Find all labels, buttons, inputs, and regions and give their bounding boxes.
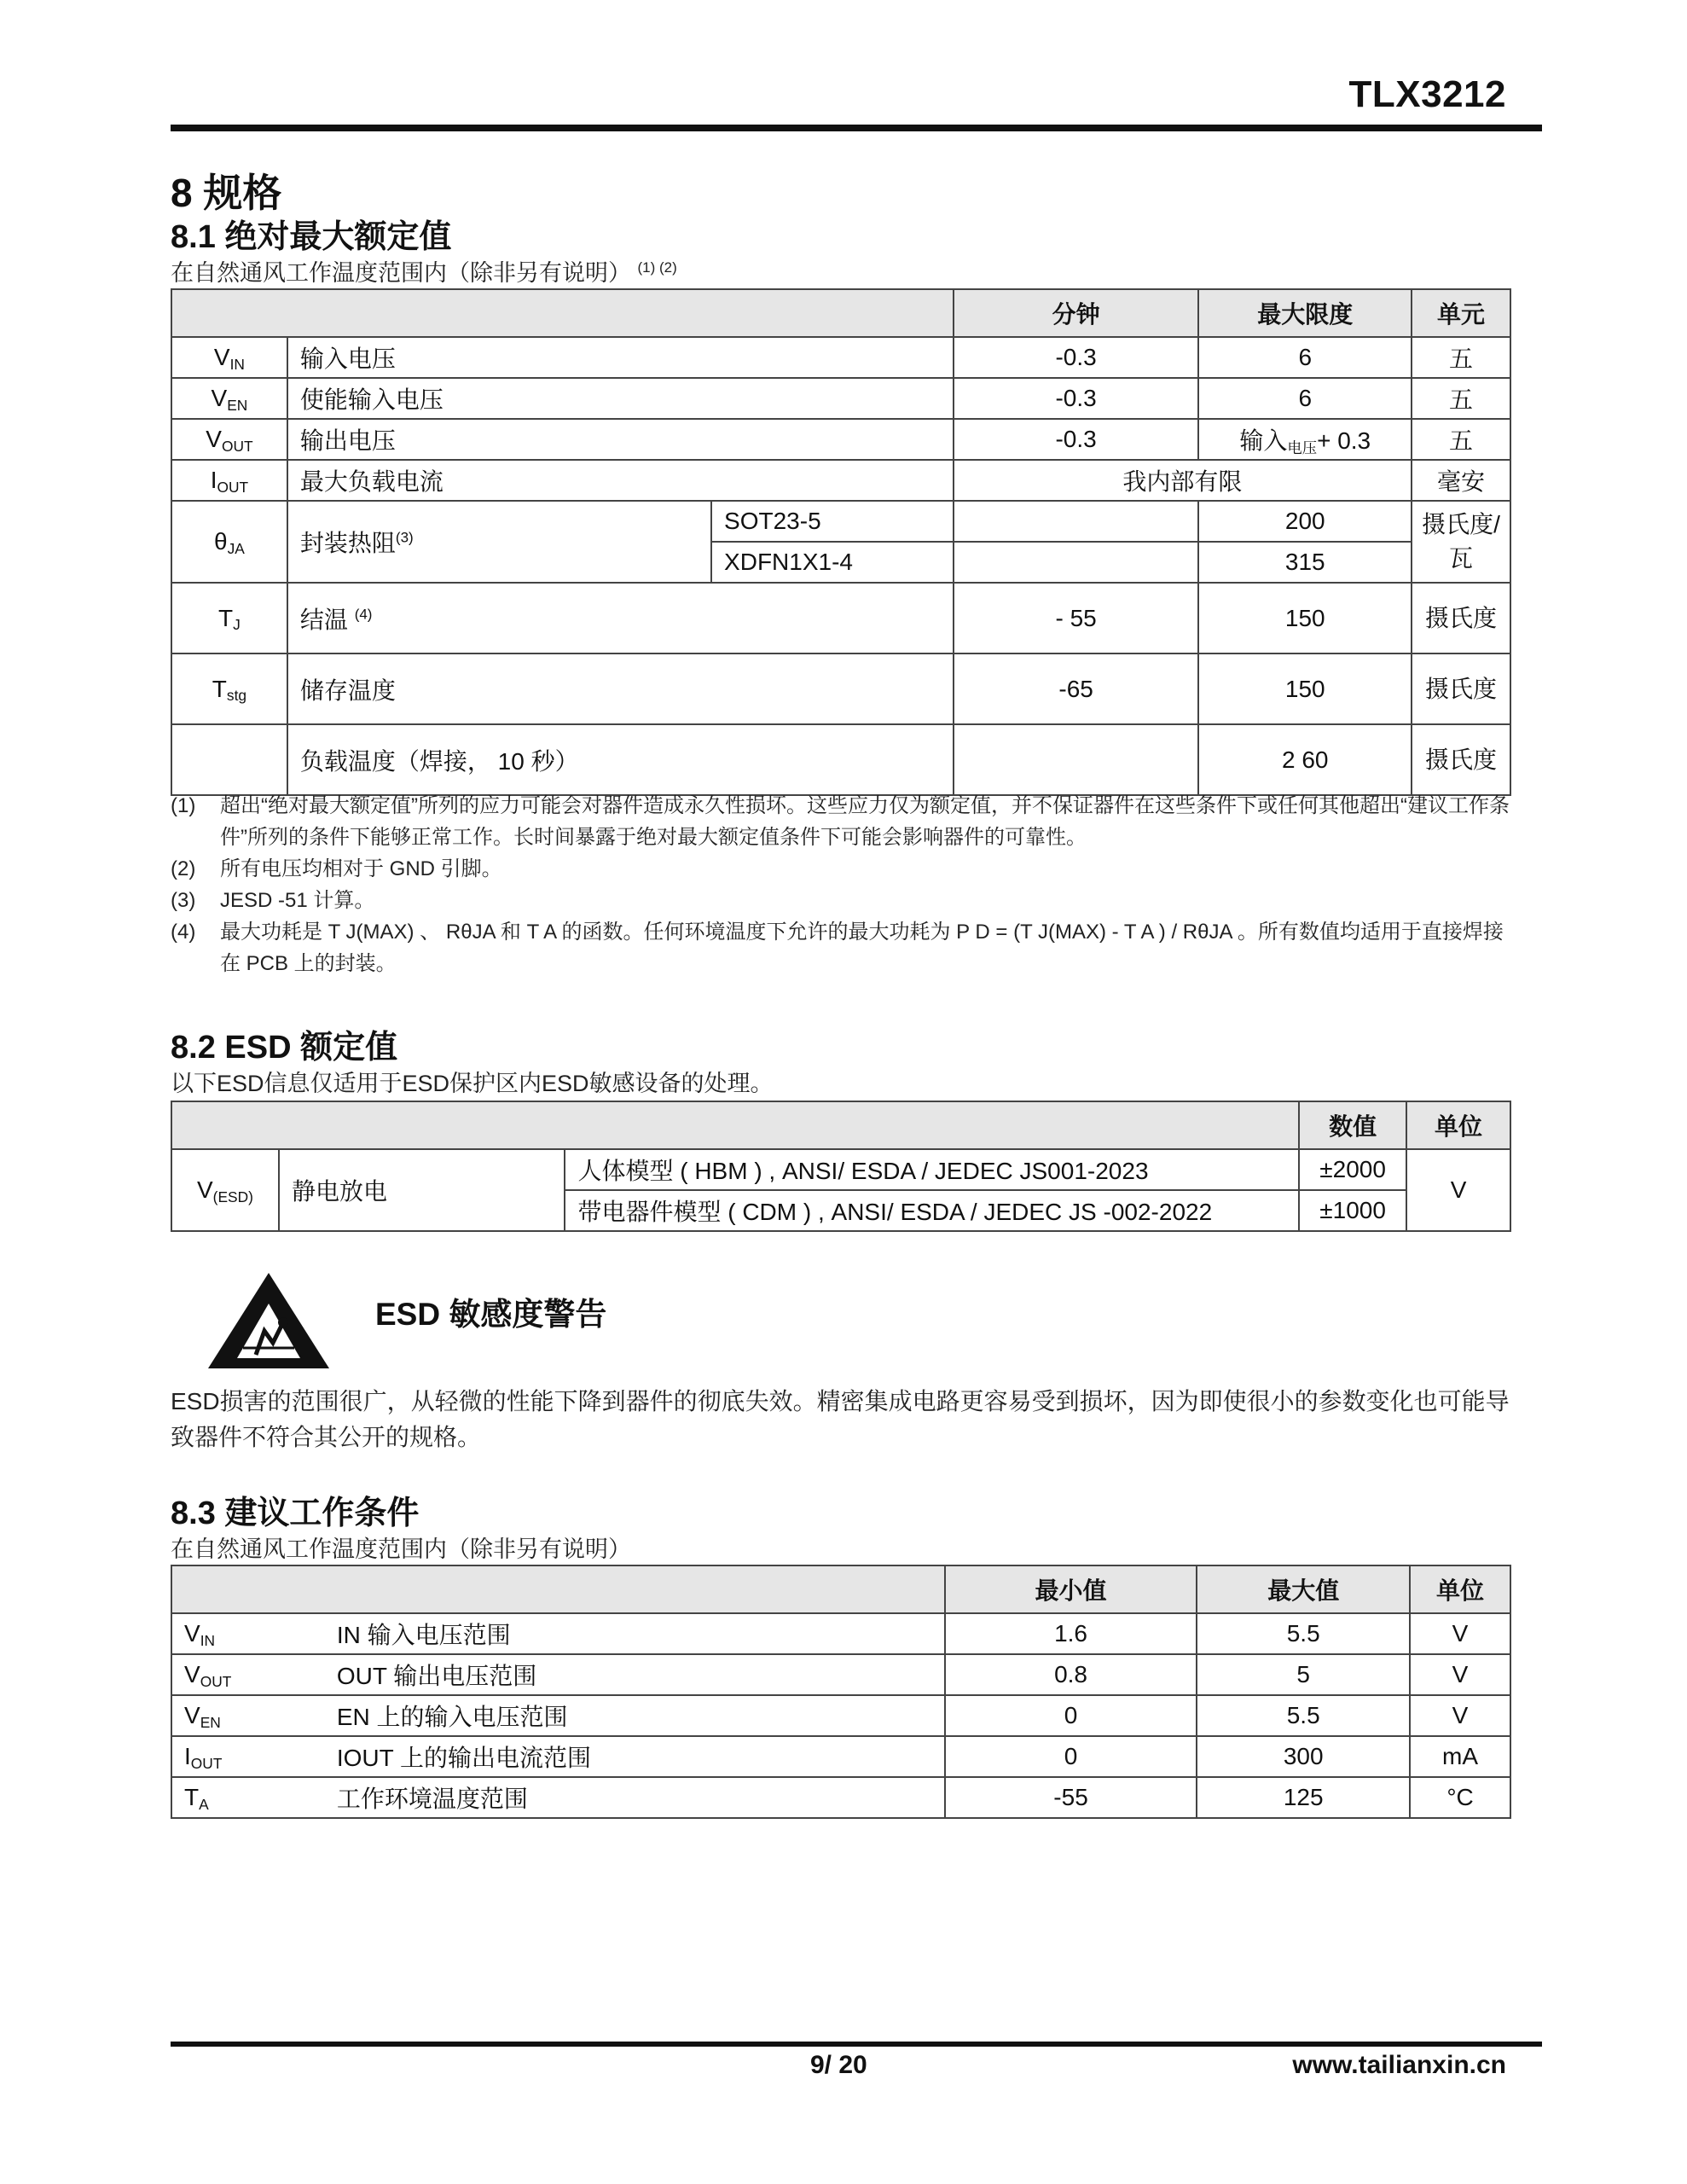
parameter: 使能输入电压 (287, 378, 954, 419)
footnote: (2) 所有电压均相对于 GND 引脚。 (171, 857, 502, 880)
section-title: 8 规格 (171, 171, 282, 215)
max-value: 5.5 (1197, 1695, 1410, 1736)
max-value: 315 (1198, 542, 1412, 583)
parameter: 输出电压 (287, 419, 954, 460)
table-row (171, 1613, 1510, 1654)
table-row (171, 460, 1510, 501)
unit: 摄氏度 (1412, 583, 1510, 653)
symbol: $V_{IN}$ (171, 1613, 325, 1654)
unit: mA (1410, 1736, 1510, 1777)
esd-warning-text: ESD损害的范围很广，从轻微的性能下降到器件的彻底失效。精密集成电路更容易受到损坏，因为即使很小的参数变化也可能导致器件不符合其公开的规格。 (171, 1388, 1510, 1450)
footnotes (171, 790, 1511, 979)
table-row (171, 1149, 1510, 1190)
table-header-row (171, 1565, 1510, 1613)
symbol: $T_J$ (171, 583, 287, 653)
symbol: $V_{(ESD)}$ (171, 1149, 279, 1231)
parameter: 最大负载电流 (287, 460, 954, 501)
min-value: -65 (954, 653, 1199, 724)
symbol: $T_{stg}$ (171, 653, 287, 724)
parameter: 封装热阻$^{(3)}$ (287, 501, 711, 583)
parameter: 结温 $^{(4)}$ (287, 583, 954, 653)
esd-table (171, 1101, 1511, 1232)
parameter: OUT 输出电压范围 (325, 1654, 945, 1695)
parameter: 静电放电 (279, 1149, 565, 1231)
col-min: 最小值 (945, 1565, 1197, 1613)
package-name: XDFN1X1-4 (711, 542, 954, 583)
parameter: 工作环境温度范围 (325, 1777, 945, 1818)
max-value: 6 (1198, 337, 1412, 378)
parameter: 储存温度 (287, 653, 954, 724)
subtitle-refs: (1) (2) (637, 259, 677, 276)
min-value: 0.8 (945, 1654, 1197, 1695)
parameter: EN 上的输入电压范围 (325, 1695, 945, 1736)
rec-op-title: 8.3 建议工作条件 (171, 1496, 420, 1531)
symbol: $V_{EN}$ (171, 378, 287, 419)
esd-ratings-title: 8.2 ESD 额定值 (171, 1030, 398, 1066)
unit: V (1410, 1695, 1510, 1736)
col-max: 最大限度 (1198, 289, 1412, 337)
header-rule (171, 125, 1542, 131)
unit: 毫安 (1412, 460, 1510, 501)
unit: 摄氏度 (1412, 653, 1510, 724)
max-value: 6 (1198, 378, 1412, 419)
parameter: 输入电压 (287, 337, 954, 378)
parameter: IN 输入电压范围 (325, 1613, 945, 1654)
unit: V (1410, 1613, 1510, 1654)
table-header-row (171, 1101, 1510, 1149)
table-row (171, 378, 1510, 419)
unit: V (1406, 1149, 1510, 1231)
symbol: $I_{OUT}$ (171, 460, 287, 501)
max-value: 200 (1198, 501, 1412, 542)
min-value: 0 (945, 1695, 1197, 1736)
unit: °C (1410, 1777, 1510, 1818)
max-value: 150 (1198, 653, 1412, 724)
min-value: -55 (945, 1777, 1197, 1818)
table-row (171, 1654, 1510, 1695)
symbol: $V_{OUT}$ (171, 419, 287, 460)
symbol: $\theta_{JA}$ (171, 501, 287, 583)
abs-max-title: 8.1 绝对最大额定值 (171, 219, 452, 255)
model: 人体模型 ( HBM ) , ANSI/ ESDA / JEDEC JS001-2023 (565, 1149, 1299, 1190)
abs-max-subtitle: 在自然通风工作温度范围内（除非另有说明） $^{(1) (2)}$ (171, 259, 677, 286)
limit-value: 我内部有限 (954, 460, 1412, 501)
col-unit: 单元 (1412, 289, 1510, 337)
symbol: $V_{IN}$ (171, 337, 287, 378)
min-value: - 55 (954, 583, 1199, 653)
page-number: 9/ 20 (810, 2051, 867, 2079)
model: 带电器件模型 ( CDM ) , ANSI/ ESDA / JEDEC JS -002-2022 (565, 1190, 1299, 1231)
parameter: 负载温度（焊接， 10 秒） (287, 724, 954, 795)
max-value: 2 60 (1198, 724, 1412, 795)
esd-ratings-subtitle: 以下ESD信息仅适用于ESD保护区内ESD敏感设备的处理。 (171, 1071, 774, 1096)
part-number: TLX3212 (1348, 73, 1506, 115)
parameter: IOUT 上的输出电流范围 (325, 1736, 945, 1777)
table-row (171, 583, 1510, 653)
rec-op-table (171, 1565, 1511, 1819)
table-row (171, 653, 1510, 724)
footnote: (3) JESD -51 计算。 (171, 889, 375, 912)
table-row (171, 337, 1510, 378)
unit: 摄氏度 (1412, 724, 1510, 795)
min-value: 1.6 (945, 1613, 1197, 1654)
min-value: 0 (945, 1736, 1197, 1777)
website-link[interactable]: www.tailianxin.cn (1292, 2051, 1506, 2079)
abs-max-table (171, 288, 1511, 796)
max-value: 300 (1197, 1736, 1410, 1777)
max-value: 5.5 (1197, 1613, 1410, 1654)
table-row (171, 419, 1510, 460)
unit: 五 (1412, 337, 1510, 378)
col-unit: 单位 (1410, 1565, 1510, 1613)
unit: 五 (1412, 378, 1510, 419)
table-row (171, 724, 1510, 795)
unit: 五 (1412, 419, 1510, 460)
footnote: (1) 超出“绝对最大额定值”所列的应力可能会对器件造成永久性损坏。这些应力仅为额定值，并不保证器件在这些条件下或任何其他超出“建议工作条件”所列的条件下能够正常工作。长时间暴露于绝对最大额定值条件下可能会影响器件的可靠性。 (171, 794, 1510, 849)
table-row (171, 1736, 1510, 1777)
footnote: (4) 最大功耗是 T J(MAX) 、 RθJA 和 T A 的函数。任何环境温度下允许的最大功耗为 P D = (T J(MAX) - T A ) / RθJA 。所有数值均适用于直接焊接在 PCB 上的封装。 (171, 921, 1504, 975)
table-header-row (171, 289, 1510, 337)
symbol: $I_{OUT}$ (171, 1736, 325, 1777)
unit: V (1410, 1654, 1510, 1695)
col-max: 最大值 (1197, 1565, 1410, 1613)
package-name: SOT23-5 (711, 501, 954, 542)
max-value: 150 (1198, 583, 1412, 653)
max-value: 5 (1197, 1654, 1410, 1695)
esd-warning-title: ESD 敏感度警告 (375, 1297, 607, 1332)
rec-op-subtitle: 在自然通风工作温度范围内（除非另有说明） (171, 1536, 631, 1562)
min-value: -0.3 (954, 337, 1199, 378)
table-row (171, 1695, 1510, 1736)
min-value: -0.3 (954, 378, 1199, 419)
min-value: -0.3 (954, 419, 1199, 460)
symbol: $V_{EN}$ (171, 1695, 325, 1736)
max-value: 输入$_{电压}$+ 0.3 (1198, 419, 1412, 460)
col-value: 数值 (1299, 1101, 1406, 1149)
table-row (171, 1777, 1510, 1818)
symbol: $V_{OUT}$ (171, 1654, 325, 1695)
unit: 摄氏度/瓦 (1412, 501, 1510, 583)
symbol: $T_A$ (171, 1777, 325, 1818)
esd-value: ±1000 (1299, 1190, 1406, 1231)
footer-rule (171, 2042, 1542, 2047)
col-min: 分钟 (954, 289, 1199, 337)
col-unit: 单位 (1406, 1101, 1510, 1149)
esd-warning-icon (205, 1269, 333, 1372)
max-value: 125 (1197, 1777, 1410, 1818)
esd-value: ±2000 (1299, 1149, 1406, 1190)
table-row (171, 501, 1510, 542)
